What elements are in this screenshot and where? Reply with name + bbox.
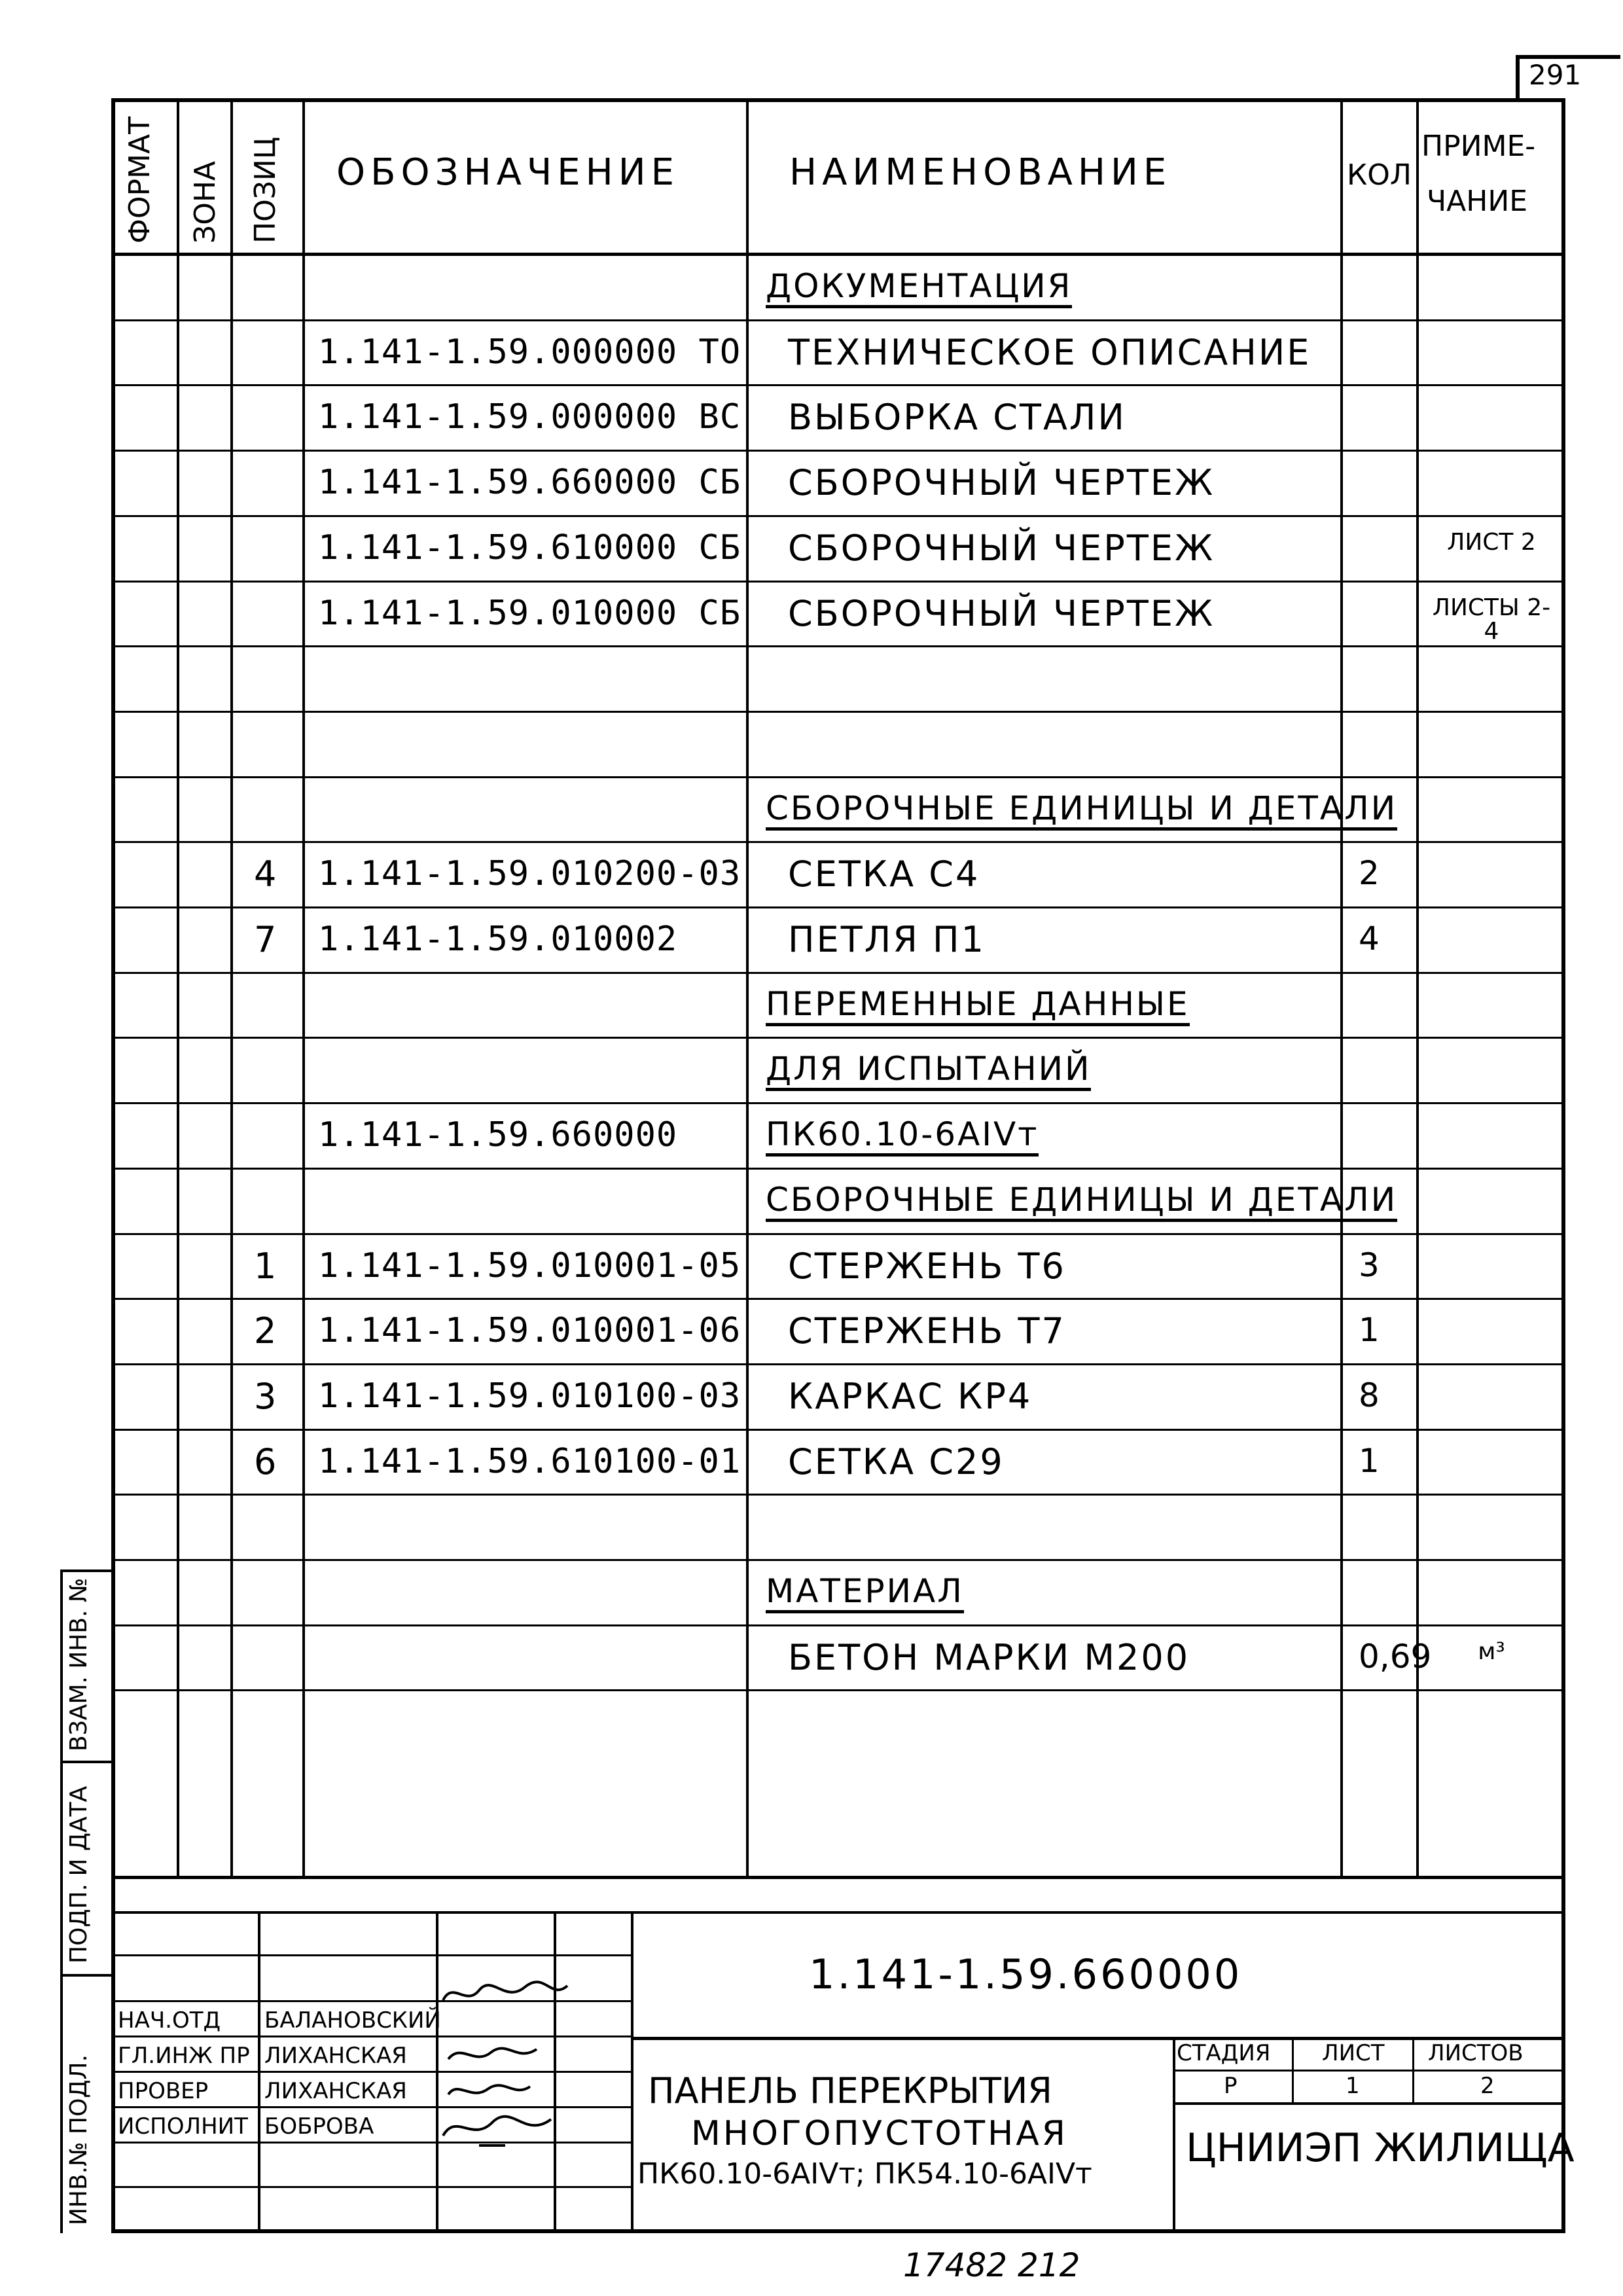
sheet-label: ЛИСТ [1322,2040,1385,2066]
side-stamp-top [60,1570,113,1572]
row-name: ПЕТЛЯ П1 [788,919,986,960]
role-4: ИСПОЛНИТ [118,2113,248,2140]
row-name: СТЕРЖЕНЬ Т7 [788,1310,1066,1352]
row-divider [111,1102,1565,1104]
row-name: ДЛЯ ИСПЫТАНИЙ [766,1052,1091,1091]
row-name: ВЫБОРКА СТАЛИ [788,397,1126,438]
row-designation: 1.141-1.59.610100-01 [318,1442,741,1481]
row-divider [111,841,1565,843]
role-1: НАЧ.ОТД [118,2007,221,2034]
row-divider [111,1624,1565,1626]
row-divider [111,1168,1565,1170]
col-line-designation [746,98,749,1876]
signature-1 [440,1974,571,2013]
row-note: м³ [1478,1638,1505,1665]
col-line-zone [230,98,233,1876]
signature-4 [440,2106,558,2152]
row-position: 6 [254,1441,277,1482]
row-designation: 1.141-1.59.010001-06 [318,1311,741,1350]
col-line-name [1340,98,1343,1876]
frame-bottom [111,2229,1565,2233]
row-name: СБОРОЧНЫЙ ЧЕРТЕЖ [788,528,1215,569]
row-divider [111,711,1565,713]
col-line-format [177,98,179,1876]
row-name: ТЕХНИЧЕСКОЕ ОПИСАНИЕ [788,332,1311,373]
row-qty: 1 [1359,1311,1380,1349]
sheet-number: 291 [1529,59,1582,91]
doc-code: 1.141-1.59.660000 [809,1950,1243,1998]
row-designation: 1.141-1.59.010001-05 [318,1246,741,1285]
row-divider [111,384,1565,386]
row-divider [111,1037,1565,1039]
row-divider [111,972,1565,974]
row-divider [111,645,1565,647]
row-designation: 1.141-1.59.610000 СБ [318,528,741,567]
tb-stage-div2 [1412,2037,1414,2104]
row-name: ПК60.10-6АIVт [766,1118,1039,1157]
footer-note: 17482 212 [903,2246,1080,2284]
tb-line2 [111,1911,1565,1914]
header-bottom-line [111,253,1565,256]
side-stamp-div1 [60,1761,113,1763]
col-line-qty [1416,98,1419,1876]
signature-3 [445,2075,537,2105]
row-designation: 1.141-1.59.000000 ВС [318,397,741,437]
row-divider [111,1298,1565,1300]
row-name: СЕТКА С29 [788,1441,1005,1482]
row-divider [111,1233,1565,1235]
row-divider [111,1429,1565,1431]
row-divider [111,581,1565,583]
row-designation: 1.141-1.59.660000 [318,1115,678,1155]
row-designation: 1.141-1.59.010200-03 [318,854,741,893]
tb-role-line3 [111,2036,632,2037]
row-qty: 8 [1359,1376,1380,1414]
row-name: СЕТКА С4 [788,853,980,895]
side-label-replace-inv: ВЗАМ. ИНВ. № [65,1577,92,1751]
row-name: КАРКАС КР4 [788,1376,1033,1417]
row-qty: 2 [1359,854,1380,892]
row-name: МАТЕРИАЛ [766,1575,964,1613]
tb-role-line7 [111,2186,632,2188]
sheets-label: ЛИСТОВ [1428,2040,1524,2066]
tb-stage-left [1173,2037,1175,2232]
header-position: ПОЗИЦ [249,136,282,243]
side-label-sign-date: ПОДП. И ДАТА [65,1785,92,1964]
tb-stage-mid [1173,2070,1565,2072]
role-2: ГЛ.ИНЖ ПР [118,2043,250,2069]
row-position: 1 [254,1246,277,1287]
tb-stage-bottom [1173,2102,1565,2105]
row-divider [111,1494,1565,1496]
row-name: СТЕРЖЕНЬ Т6 [788,1246,1066,1287]
row-divider [111,1559,1565,1561]
row-divider [111,1363,1565,1365]
tb-stage-div1 [1292,2037,1294,2104]
row-qty: 4 [1359,920,1380,958]
row-divider [111,906,1565,908]
row-position: 2 [254,1310,277,1352]
sheet-number-box-left [1516,55,1520,98]
organization: ЦНИИЭП ЖИЛИЩА [1186,2125,1575,2171]
row-note: ЛИСТ 2 [1447,529,1536,556]
header-qty: КОЛ [1347,158,1412,192]
col-line-pos [302,98,305,1876]
row-qty: 0,69 [1359,1638,1432,1676]
row-divider [111,450,1565,452]
tb-role-line4 [111,2071,632,2073]
tb-top-line [111,1876,1565,1879]
sheets-value: 2 [1480,2073,1495,2099]
row-name: БЕТОН МАРКИ М200 [788,1637,1190,1678]
header-note-line2: ЧАНИЕ [1427,185,1528,218]
row-name: ПЕРЕМЕННЫЕ ДАННЫЕ [766,988,1190,1026]
row-position: 4 [254,853,277,895]
row-name: СБОРОЧНЫЙ ЧЕРТЕЖ [788,462,1215,503]
row-note: ЛИСТЫ 2-4 [1432,594,1551,645]
side-label-inv-no: ИНВ.№ ПОДЛ. [65,2054,92,2225]
row-divider [111,776,1565,778]
title-line3: ПК60.10-6АIVт; ПК54.10-6АIVт [637,2157,1092,2191]
title-line2: МНОГОПУСТОТНАЯ [691,2114,1068,2153]
sheet-value: 1 [1346,2073,1360,2099]
row-divider [111,515,1565,517]
stage-value: Р [1224,2073,1238,2099]
role-3: ПРОВЕР [118,2078,209,2104]
title-line1: ПАНЕЛЬ ПЕРЕКРЫТИЯ [648,2070,1052,2111]
row-qty: 3 [1359,1246,1380,1284]
header-designation: ОБОЗНАЧЕНИЕ [336,151,680,194]
side-stamp-left [60,1570,63,2233]
header-zone: ЗОНА [188,160,222,243]
stage-label: СТАДИЯ [1177,2040,1271,2066]
signature-2 [445,2039,543,2070]
row-position: 3 [254,1376,277,1417]
row-name: ДОКУМЕНТАЦИЯ [766,270,1072,308]
role-2-name: ЛИХАНСКАЯ [264,2043,407,2069]
row-designation: 1.141-1.59.660000 СБ [318,463,741,502]
side-stamp-div2 [60,1974,113,1977]
header-name: НАИМЕНОВАНИЕ [789,151,1172,194]
header-note-line1: ПРИМЕ- [1421,130,1536,163]
role-4-name: БОБРОВА [264,2113,374,2140]
row-qty: 1 [1359,1442,1380,1480]
row-designation: 1.141-1.59.010100-03 [318,1376,741,1416]
row-divider [111,319,1565,321]
frame-top [111,98,1565,102]
role-3-name: ЛИХАНСКАЯ [264,2078,407,2104]
row-designation: 1.141-1.59.010000 СБ [318,594,741,633]
row-name: СБОРОЧНЫЕ ЕДИНИЦЫ И ДЕТАЛИ [766,1183,1397,1222]
row-name: СБОРОЧНЫЕ ЕДИНИЦЫ И ДЕТАЛИ [766,792,1397,831]
row-position: 7 [254,919,277,960]
header-format: ФОРМАТ [123,117,156,243]
row-name: СБОРОЧНЫЙ ЧЕРТЕЖ [788,593,1215,634]
role-1-name: БАЛАНОВСКИЙ [264,2007,441,2034]
tb-role-line1 [111,1954,632,1956]
row-designation: 1.141-1.59.010002 [318,920,678,959]
tb-code-bottom [631,2037,1565,2040]
row-designation: 1.141-1.59.000000 ТО [318,332,741,372]
row-divider [111,1689,1565,1691]
